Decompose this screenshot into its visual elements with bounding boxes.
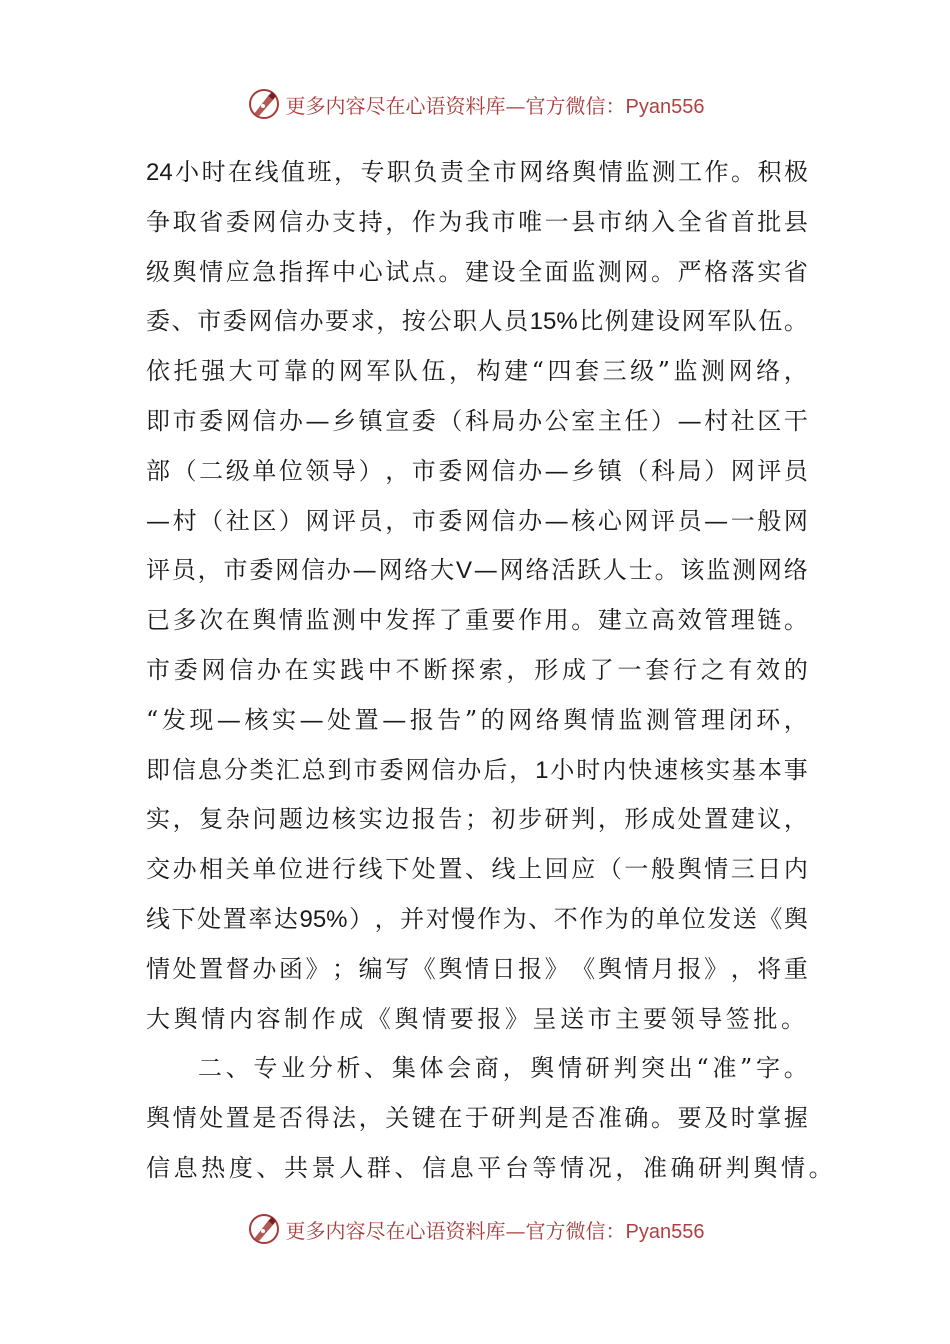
body-line: 二 、 专 业 分 析 、 集 体 会 商 ， 舆 情 研 判 突 出 “ 准 ” 字 。 (198, 1054, 808, 1083)
body-line: 依 托 强 大 可 靠 的 网 军 队 伍 ， 构 建 “ 四 套 三 级 ” 监 测 网 络 ， (146, 357, 808, 386)
body-line: 评 员 ， 市 委 网 信 办 — 网 络 大 V — 网 络 活 跃 人 士 。 该 监 测 网 络 (146, 556, 808, 585)
body-line: 实 ， 复 杂 问 题 边 核 实 边 报 告 ； 初 步 研 判 ， 形 成 处 置 建 议 ， (146, 805, 808, 834)
body-line: 24 小 时 在 线 值 班 ， 专 职 负 责 全 市 网 络 舆 情 监 测 工 作 。 积 极 (146, 158, 808, 186)
body-line: “ 发 现 — 核 实 — 处 置 — 报 告 ” 的 网 络 舆 情 监 测 管 理 闭 环 ， (146, 705, 808, 734)
body-line: 部 （ 二 级 单 位 领 导 ） ， 市 委 网 信 办 — 乡 镇 （ 科 局 ） 网 评 员 (146, 456, 808, 485)
body-line: 情 处 置 督 办 函 》 ； 编 写 《 舆 情 日 报 》 《 舆 情 月 报 》 ， 将 重 (146, 954, 808, 983)
body-line: — 村 （ 社 区 ） 网 评 员 ， 市 委 网 信 办 — 核 心 网 评 员 — 一 般 网 (146, 506, 808, 535)
body-line: 委 、 市 委 网 信 办 要 求 ， 按 公 职 人 员 15% 比 例 建 设 网 军 队 伍 。 (146, 307, 808, 336)
body-line: 交 办 相 关 单 位 进 行 线 下 处 置 、 线 上 回 应 （ 一 般 舆 情 三 日 内 (146, 855, 808, 884)
body-line: 级 舆 情 应 急 指 挥 中 心 试 点 。 建 设 全 面 监 测 网 。 严 格 落 实 省 (146, 257, 808, 286)
pen-nib-logo-icon (246, 1211, 282, 1247)
body-line: 市 委 网 信 办 在 实 践 中 不 断 探 索 ， 形 成 了 一 套 行 之 有 效 的 (146, 655, 808, 684)
body-line: 线 下 处 置 率 达 95% ） ， 并 对 慢 作 为 、 不 作 为 的 单 位 发 送 《 舆 (146, 904, 808, 933)
body-line: 舆 情 处 置 是 否 得 法 ， 关 键 在 于 研 判 是 否 准 确 。 要 及 时 掌 握 (146, 1104, 808, 1133)
body-line: 即 信 息 分 类 汇 总 到 市 委 网 信 办 后 ， 1 小 时 内 快 速 核 实 基 本 事 (146, 755, 808, 784)
watermark-text: 更多内容尽在心语资料库—官方微信：Pyan556 (285, 1218, 705, 1243)
header-watermark (0, 84, 950, 124)
watermark-text: 更多内容尽在心语资料库—官方微信：Pyan556 (285, 93, 705, 118)
body-line: 已 多 次 在 舆 情 监 测 中 发 挥 了 重 要 作 用 。 建 立 高 效 管 理 链 。 (146, 606, 808, 635)
body-line: 争 取 省 委 网 信 办 支 持 ， 作 为 我 市 唯 一 县 市 纳 入 全 省 首 批 县 (146, 207, 808, 236)
body-line: 即 市 委 网 信 办 — 乡 镇 宣 委 （ 科 局 办 公 室 主 任 ） — 村 社 区 干 (146, 406, 808, 435)
pen-nib-logo-icon (246, 86, 282, 122)
document-body (146, 148, 837, 1194)
footer-watermark (0, 1209, 950, 1249)
body-line: 大 舆 情 内 容 制 作 成 《 舆 情 要 报 》 呈 送 市 主 要 领 导 签 批 。 (146, 1004, 809, 1033)
body-line: 信 息 热 度 、 共 景 人 群 、 信 息 平 台 等 情 况 ， 准 确 研 判 舆 情 。 (146, 1153, 837, 1182)
